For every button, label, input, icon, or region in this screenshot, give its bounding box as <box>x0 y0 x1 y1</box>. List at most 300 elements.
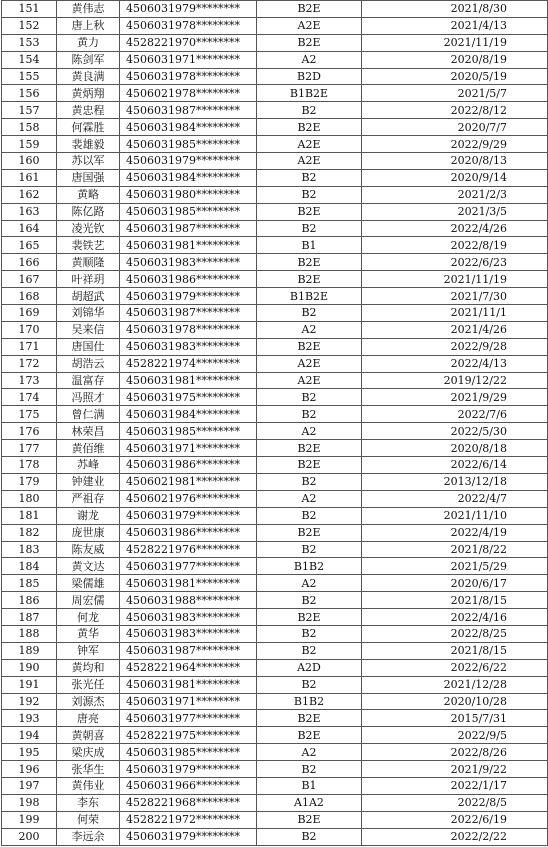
name-cell: 李东 <box>57 794 120 811</box>
table-row <box>2 321 548 338</box>
row-number-cell: 166 <box>2 254 57 271</box>
date-cell: 2021/9/29 <box>362 389 548 406</box>
date-cell: 2022/5/30 <box>362 423 548 440</box>
name-cell: 裴铁艺 <box>57 237 120 254</box>
license-class-cell: B2 <box>257 761 362 778</box>
table-row <box>2 1 548 18</box>
name-cell: 庞世康 <box>57 524 120 541</box>
license-class-cell: A2 <box>257 321 362 338</box>
license-class-cell: A2 <box>257 51 362 68</box>
row-number-cell: 200 <box>2 828 57 845</box>
name-cell: 温富存 <box>57 372 120 389</box>
license-class-cell: B2 <box>257 541 362 558</box>
row-number-cell: 161 <box>2 169 57 186</box>
license-class-cell: B2E <box>257 119 362 136</box>
date-cell: 2021/3/5 <box>362 203 548 220</box>
id-number-cell: 4506031971******** <box>120 440 257 457</box>
table-row <box>2 85 548 102</box>
date-cell: 2020/8/19 <box>362 51 548 68</box>
license-class-cell: B1B2E <box>257 85 362 102</box>
id-number-cell: 4506031987******** <box>120 220 257 237</box>
id-number-cell: 4506031985******** <box>120 136 257 153</box>
date-cell: 2013/12/18 <box>362 473 548 490</box>
id-number-cell: 4506021978******** <box>120 85 257 102</box>
date-cell: 2021/4/13 <box>362 17 548 34</box>
table-row <box>2 457 548 474</box>
name-cell: 唐国仕 <box>57 338 120 355</box>
license-class-cell: A2 <box>257 575 362 592</box>
id-number-cell: 4506031980******** <box>120 186 257 203</box>
date-cell: 2021/11/1 <box>362 305 548 322</box>
row-number-cell: 191 <box>2 676 57 693</box>
row-number-cell: 184 <box>2 558 57 575</box>
table-row <box>2 17 548 34</box>
id-number-cell: 4528221972******** <box>120 811 257 828</box>
row-number-cell: 175 <box>2 406 57 423</box>
name-cell: 钟军 <box>57 642 120 659</box>
id-number-cell: 4506031971******** <box>120 693 257 710</box>
name-cell: 李远余 <box>57 828 120 845</box>
table-row <box>2 609 548 626</box>
table-row <box>2 744 548 761</box>
table-row <box>2 68 548 85</box>
id-number-cell: 4506031986******** <box>120 457 257 474</box>
name-cell: 黄佰维 <box>57 440 120 457</box>
date-cell: 2021/12/28 <box>362 676 548 693</box>
license-class-cell: B2 <box>257 102 362 119</box>
id-number-cell: 4506031987******** <box>120 102 257 119</box>
license-class-cell: B1B2 <box>257 693 362 710</box>
name-cell: 梁庆成 <box>57 744 120 761</box>
name-cell: 周宏儒 <box>57 592 120 609</box>
name-cell: 黄炳翔 <box>57 85 120 102</box>
row-number-cell: 185 <box>2 575 57 592</box>
license-class-cell: A2E <box>257 372 362 389</box>
row-number-cell: 169 <box>2 305 57 322</box>
license-class-cell: B2D <box>257 68 362 85</box>
date-cell: 2022/4/16 <box>362 609 548 626</box>
id-number-cell: 4528221964******** <box>120 659 257 676</box>
date-cell: 2021/8/15 <box>362 642 548 659</box>
date-cell: 2022/9/5 <box>362 727 548 744</box>
date-cell: 2022/6/19 <box>362 811 548 828</box>
name-cell: 黄文达 <box>57 558 120 575</box>
name-cell: 黄力 <box>57 34 120 51</box>
name-cell: 吴来信 <box>57 321 120 338</box>
license-class-cell: B1 <box>257 237 362 254</box>
license-class-cell: A2 <box>257 490 362 507</box>
name-cell: 唐亮 <box>57 710 120 727</box>
row-number-cell: 167 <box>2 271 57 288</box>
date-cell: 2022/4/19 <box>362 524 548 541</box>
row-number-cell: 168 <box>2 288 57 305</box>
name-cell: 唐上秋 <box>57 17 120 34</box>
id-number-cell: 4506031983******** <box>120 625 257 642</box>
table-row <box>2 254 548 271</box>
table-row <box>2 727 548 744</box>
license-class-cell: B2 <box>257 507 362 524</box>
date-cell: 2021/8/30 <box>362 1 548 18</box>
name-cell: 裴雄毅 <box>57 136 120 153</box>
row-number-cell: 172 <box>2 355 57 372</box>
license-class-cell: B2 <box>257 592 362 609</box>
date-cell: 2022/8/12 <box>362 102 548 119</box>
id-number-cell: 4506031981******** <box>120 575 257 592</box>
id-number-cell: 4506031971******** <box>120 51 257 68</box>
row-number-cell: 160 <box>2 153 57 170</box>
name-cell: 何龙 <box>57 609 120 626</box>
name-cell: 胡超武 <box>57 288 120 305</box>
id-number-cell: 4506031987******** <box>120 305 257 322</box>
row-number-cell: 177 <box>2 440 57 457</box>
name-cell: 林荣昌 <box>57 423 120 440</box>
date-cell: 2020/5/19 <box>362 68 548 85</box>
id-number-cell: 4528221970******** <box>120 34 257 51</box>
license-class-cell: B2E <box>257 727 362 744</box>
date-cell: 2022/8/19 <box>362 237 548 254</box>
id-number-cell: 4506031988******** <box>120 592 257 609</box>
table-row <box>2 473 548 490</box>
row-number-cell: 187 <box>2 609 57 626</box>
date-cell: 2020/7/7 <box>362 119 548 136</box>
table-row <box>2 338 548 355</box>
id-number-cell: 4506031986******** <box>120 524 257 541</box>
table-row <box>2 828 548 845</box>
row-number-cell: 188 <box>2 625 57 642</box>
table-row <box>2 423 548 440</box>
name-cell: 陈友威 <box>57 541 120 558</box>
date-cell: 2022/2/22 <box>362 828 548 845</box>
id-number-cell: 4506031985******** <box>120 203 257 220</box>
license-class-cell: B2E <box>257 34 362 51</box>
date-cell: 2022/6/23 <box>362 254 548 271</box>
id-number-cell: 4506031975******** <box>120 389 257 406</box>
table-row <box>2 102 548 119</box>
table-row <box>2 761 548 778</box>
name-cell: 苏以军 <box>57 153 120 170</box>
id-number-cell: 4506031979******** <box>120 288 257 305</box>
row-number-cell: 194 <box>2 727 57 744</box>
table-row <box>2 440 548 457</box>
date-cell: 2021/11/10 <box>362 507 548 524</box>
row-number-cell: 165 <box>2 237 57 254</box>
date-cell: 2021/5/29 <box>362 558 548 575</box>
name-cell: 张华生 <box>57 761 120 778</box>
id-number-cell: 4506031979******** <box>120 507 257 524</box>
date-cell: 2022/9/29 <box>362 136 548 153</box>
license-class-cell: B2E <box>257 203 362 220</box>
id-number-cell: 4506021976******** <box>120 490 257 507</box>
table-row <box>2 305 548 322</box>
date-cell: 2022/4/7 <box>362 490 548 507</box>
name-cell: 何霖胜 <box>57 119 120 136</box>
id-number-cell: 4506031977******** <box>120 710 257 727</box>
name-cell: 叶祥玥 <box>57 271 120 288</box>
table-row <box>2 794 548 811</box>
row-number-cell: 153 <box>2 34 57 51</box>
date-cell: 2021/8/15 <box>362 592 548 609</box>
table-row <box>2 524 548 541</box>
name-cell: 黄华 <box>57 625 120 642</box>
date-cell: 2022/1/17 <box>362 777 548 794</box>
id-number-cell: 4506031981******** <box>120 237 257 254</box>
license-class-cell: B2 <box>257 305 362 322</box>
license-class-cell: A2E <box>257 153 362 170</box>
date-cell: 2020/10/28 <box>362 693 548 710</box>
license-class-cell: A2D <box>257 659 362 676</box>
date-cell: 2015/7/31 <box>362 710 548 727</box>
license-class-cell: B2E <box>257 457 362 474</box>
id-number-cell: 4506021981******** <box>120 473 257 490</box>
name-cell: 黄朝喜 <box>57 727 120 744</box>
id-number-cell: 4528221968******** <box>120 794 257 811</box>
license-class-cell: B2 <box>257 828 362 845</box>
license-class-cell: B2 <box>257 473 362 490</box>
id-number-cell: 4506031979******** <box>120 761 257 778</box>
license-class-cell: B2E <box>257 524 362 541</box>
license-class-cell: B2E <box>257 440 362 457</box>
table-row <box>2 136 548 153</box>
name-cell: 苏峰 <box>57 457 120 474</box>
date-cell: 2019/12/22 <box>362 372 548 389</box>
table-row <box>2 220 548 237</box>
name-cell: 梁儒雄 <box>57 575 120 592</box>
id-number-cell: 4528221974******** <box>120 355 257 372</box>
id-number-cell: 4506031979******** <box>120 828 257 845</box>
license-class-cell: A2 <box>257 744 362 761</box>
name-cell: 张光任 <box>57 676 120 693</box>
date-cell: 2022/9/28 <box>362 338 548 355</box>
table-row <box>2 777 548 794</box>
name-cell: 钟建业 <box>57 473 120 490</box>
table-row <box>2 811 548 828</box>
license-class-cell: B2E <box>257 710 362 727</box>
table-row <box>2 203 548 220</box>
id-number-cell: 4506031981******** <box>120 372 257 389</box>
name-cell: 刘锦华 <box>57 305 120 322</box>
row-number-cell: 151 <box>2 1 57 18</box>
id-number-cell: 4506031979******** <box>120 153 257 170</box>
row-number-cell: 199 <box>2 811 57 828</box>
license-class-cell: B2 <box>257 642 362 659</box>
license-class-cell: B2 <box>257 169 362 186</box>
name-cell: 黄伟业 <box>57 777 120 794</box>
license-class-cell: B2 <box>257 389 362 406</box>
row-number-cell: 192 <box>2 693 57 710</box>
date-cell: 2022/4/13 <box>362 355 548 372</box>
row-number-cell: 173 <box>2 372 57 389</box>
date-cell: 2022/4/26 <box>362 220 548 237</box>
table-row <box>2 575 548 592</box>
date-cell: 2020/9/14 <box>362 169 548 186</box>
row-number-cell: 182 <box>2 524 57 541</box>
row-number-cell: 180 <box>2 490 57 507</box>
table-row <box>2 710 548 727</box>
date-cell: 2021/11/19 <box>362 271 548 288</box>
table-row <box>2 642 548 659</box>
row-number-cell: 174 <box>2 389 57 406</box>
license-class-cell: B2E <box>257 338 362 355</box>
id-number-cell: 4506031978******** <box>120 17 257 34</box>
name-cell: 刘源杰 <box>57 693 120 710</box>
date-cell: 2022/8/26 <box>362 744 548 761</box>
row-number-cell: 198 <box>2 794 57 811</box>
date-cell: 2021/5/7 <box>362 85 548 102</box>
row-number-cell: 155 <box>2 68 57 85</box>
id-number-cell: 4506031986******** <box>120 271 257 288</box>
name-cell: 黄略 <box>57 186 120 203</box>
table-row <box>2 153 548 170</box>
row-number-cell: 152 <box>2 17 57 34</box>
name-cell: 曾仁满 <box>57 406 120 423</box>
table-row <box>2 693 548 710</box>
table-row <box>2 541 548 558</box>
license-class-cell: B1B2E <box>257 288 362 305</box>
id-number-cell: 4506031984******** <box>120 169 257 186</box>
name-cell: 何荣 <box>57 811 120 828</box>
license-class-cell: A2 <box>257 423 362 440</box>
date-cell: 2021/2/3 <box>362 186 548 203</box>
license-class-cell: B2E <box>257 609 362 626</box>
name-cell: 黄忠程 <box>57 102 120 119</box>
name-cell: 黄良满 <box>57 68 120 85</box>
row-number-cell: 183 <box>2 541 57 558</box>
row-number-cell: 158 <box>2 119 57 136</box>
id-number-cell: 4506031981******** <box>120 676 257 693</box>
row-number-cell: 181 <box>2 507 57 524</box>
id-number-cell: 4528221976******** <box>120 541 257 558</box>
date-cell: 2021/9/22 <box>362 761 548 778</box>
row-number-cell: 189 <box>2 642 57 659</box>
date-cell: 2022/7/6 <box>362 406 548 423</box>
table-row <box>2 51 548 68</box>
table-row <box>2 34 548 51</box>
table-row <box>2 592 548 609</box>
table-row <box>2 406 548 423</box>
row-number-cell: 186 <box>2 592 57 609</box>
row-number-cell: 156 <box>2 85 57 102</box>
table-body <box>2 1 548 846</box>
row-number-cell: 163 <box>2 203 57 220</box>
id-number-cell: 4506031984******** <box>120 406 257 423</box>
name-cell: 严祖存 <box>57 490 120 507</box>
date-cell: 2022/6/22 <box>362 659 548 676</box>
row-number-cell: 154 <box>2 51 57 68</box>
license-class-cell: B1B2 <box>257 558 362 575</box>
id-number-cell: 4506031985******** <box>120 744 257 761</box>
row-number-cell: 179 <box>2 473 57 490</box>
name-cell: 胡浩云 <box>57 355 120 372</box>
table-row <box>2 389 548 406</box>
table-row <box>2 676 548 693</box>
license-class-cell: B2E <box>257 811 362 828</box>
table-row <box>2 490 548 507</box>
table-row <box>2 119 548 136</box>
license-class-cell: B1 <box>257 777 362 794</box>
id-number-cell: 4506031985******** <box>120 423 257 440</box>
id-number-cell: 4506031983******** <box>120 254 257 271</box>
id-number-cell: 4506031983******** <box>120 609 257 626</box>
date-cell: 2022/6/14 <box>362 457 548 474</box>
id-number-cell: 4506031978******** <box>120 321 257 338</box>
table-row <box>2 372 548 389</box>
row-number-cell: 171 <box>2 338 57 355</box>
row-number-cell: 197 <box>2 777 57 794</box>
row-number-cell: 170 <box>2 321 57 338</box>
license-class-cell: B2 <box>257 406 362 423</box>
row-number-cell: 193 <box>2 710 57 727</box>
id-number-cell: 4506031987******** <box>120 642 257 659</box>
license-class-cell: B2 <box>257 186 362 203</box>
table-row <box>2 237 548 254</box>
id-number-cell: 4506031966******** <box>120 777 257 794</box>
row-number-cell: 178 <box>2 457 57 474</box>
name-cell: 凌光钦 <box>57 220 120 237</box>
license-class-cell: B2E <box>257 271 362 288</box>
license-class-cell: B2 <box>257 676 362 693</box>
row-number-cell: 162 <box>2 186 57 203</box>
name-cell: 黄伟志 <box>57 1 120 18</box>
license-class-cell: A2E <box>257 355 362 372</box>
id-number-cell: 4506031983******** <box>120 338 257 355</box>
license-class-cell: A2E <box>257 17 362 34</box>
row-number-cell: 157 <box>2 102 57 119</box>
date-cell: 2022/8/5 <box>362 794 548 811</box>
date-cell: 2021/11/19 <box>362 34 548 51</box>
name-cell: 黄均和 <box>57 659 120 676</box>
id-number-cell: 4528221975******** <box>120 727 257 744</box>
license-class-cell: B2 <box>257 220 362 237</box>
driver-license-table <box>1 0 548 846</box>
date-cell: 2020/8/13 <box>362 153 548 170</box>
table-row <box>2 625 548 642</box>
row-number-cell: 195 <box>2 744 57 761</box>
license-class-cell: A2E <box>257 136 362 153</box>
id-number-cell: 4506031984******** <box>120 119 257 136</box>
date-cell: 2021/8/22 <box>362 541 548 558</box>
date-cell: 2022/8/25 <box>362 625 548 642</box>
table-row <box>2 288 548 305</box>
license-class-cell: A1A2 <box>257 794 362 811</box>
table-row <box>2 507 548 524</box>
id-number-cell: 4506031977******** <box>120 558 257 575</box>
table-row <box>2 271 548 288</box>
table-row <box>2 169 548 186</box>
date-cell: 2021/7/30 <box>362 288 548 305</box>
row-number-cell: 159 <box>2 136 57 153</box>
id-number-cell: 4506031979******** <box>120 1 257 18</box>
name-cell: 陈亿路 <box>57 203 120 220</box>
row-number-cell: 196 <box>2 761 57 778</box>
table-row <box>2 659 548 676</box>
name-cell: 黄顺隆 <box>57 254 120 271</box>
row-number-cell: 176 <box>2 423 57 440</box>
date-cell: 2021/4/26 <box>362 321 548 338</box>
row-number-cell: 164 <box>2 220 57 237</box>
name-cell: 陈剑军 <box>57 51 120 68</box>
table-row <box>2 558 548 575</box>
date-cell: 2020/6/17 <box>362 575 548 592</box>
table-row <box>2 355 548 372</box>
license-class-cell: B2E <box>257 1 362 18</box>
row-number-cell: 190 <box>2 659 57 676</box>
id-number-cell: 4506031978******** <box>120 68 257 85</box>
name-cell: 谢龙 <box>57 507 120 524</box>
license-class-cell: B2 <box>257 625 362 642</box>
table-row <box>2 186 548 203</box>
name-cell: 唐国强 <box>57 169 120 186</box>
date-cell: 2020/8/18 <box>362 440 548 457</box>
